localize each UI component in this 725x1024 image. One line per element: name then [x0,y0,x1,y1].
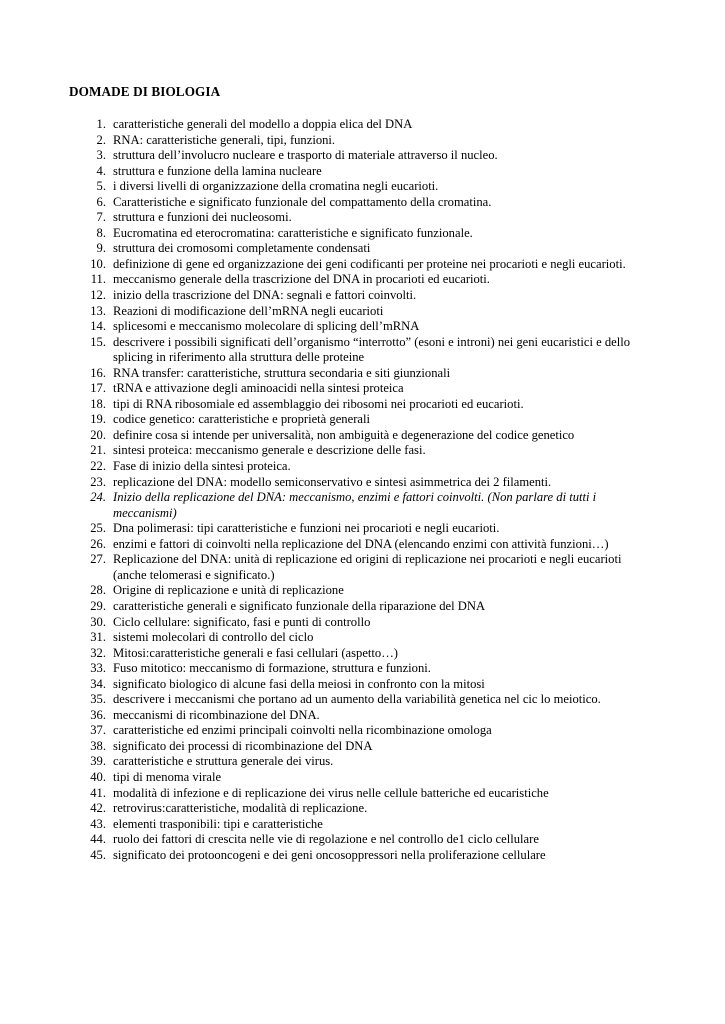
list-item-text: Mitosi:caratteristiche generali e fasi cellulari (aspetto…) [113,645,398,660]
list-item-text: Ciclo cellulare: significato, fasi e punti di controllo [113,614,371,629]
list-item-text: sistemi molecolari di controllo del ciclo [113,630,314,645]
list-item-number: 40. [90,769,106,784]
list-item-text: Replicazione del DNA: unità di replicazione ed origini di replicazione nei procarioti e negli eucarioti (anche telomerasi e significato.) [113,552,622,582]
list-item-number: 24. [90,490,106,505]
list-item-number: 9. [96,241,106,256]
list-item-text: sintesi proteica: meccanismo generale e descrizione delle fasi. [113,443,426,458]
list-item-text: caratteristiche ed enzimi principali coinvolti nella ricombinazione omologa [113,723,492,738]
list-item [0,817,658,833]
list-item-text: struttura e funzioni dei nucleosomi. [113,210,292,225]
list-item-text: meccanismo generale della trascrizione del DNA in procarioti ed eucarioti. [113,272,490,287]
list-item [0,226,658,242]
list-item-number: 41. [90,785,106,800]
list-item-number: 38. [90,738,106,753]
list-item-number: 12. [90,288,106,303]
list-item-text: Fase di inizio della sintesi proteica. [113,459,291,474]
list-item-text: caratteristiche generali del modello a doppia elica del DNA [113,117,413,131]
list-item [0,319,658,335]
list-item [0,257,658,273]
list-item [0,304,658,320]
list-item [0,490,658,521]
list-item-text: inizio della trascrizione del DNA: segnali e fattori coinvolti. [113,288,417,303]
list-item-text: struttura dei cromosomi completamente condensati [113,241,371,256]
list-item-text: codice genetico: caratteristiche e proprietà generali [113,412,370,427]
list-item [0,786,658,802]
list-item [0,366,658,382]
list-item-number: 35. [90,692,106,707]
list-item-text: tipi di menoma virale [113,769,222,784]
list-item-text: meccanismi di ricombinazione del DNA. [113,707,320,722]
list-item [0,677,658,693]
list-item [0,723,658,739]
list-item [0,117,658,133]
list-item-text: descrivere i meccanismi che portano ad un aumento della variabilità genetica nel cic lo meiotico. [113,692,601,707]
list-item-number: 19. [90,412,106,427]
list-item-text: definizione di gene ed organizzazione dei geni codificanti per proteine nei procarioti e negli eucarioti. [113,256,626,271]
list-item [0,537,658,553]
list-item-text: significato biologico di alcune fasi della meiosi in confronto con la mitosi [113,676,485,691]
list-item [0,630,658,646]
list-item-text: elementi trasponibili: tipi e caratteristiche [113,816,323,831]
list-item-text: RNA: caratteristiche generali, tipi, funzioni. [113,132,336,147]
list-item [0,770,658,786]
list-item-text: Caratteristiche e significato funzionale del compattamento della cromatina. [113,194,492,209]
list-item-number: 34. [90,676,106,691]
list-item-text: significato dei protooncogeni e dei geni oncosoppressori nella proliferazione cellulare [113,847,546,862]
list-item-number: 15. [90,334,106,349]
list-item-number: 23. [90,474,106,489]
list-item-number: 2. [96,132,106,147]
list-item [0,272,658,288]
list-item-text: descrivere i possibili significati dell’organismo “interrotto” (esoni e introni) nei geni eucaristici e dello splicing in riferimento alla struttura delle proteine [113,334,631,365]
list-item-number: 31. [90,630,106,645]
list-item [0,195,658,211]
list-item-text: tipi di RNA ribosomiale ed assemblaggio dei ribosomi nei procarioti ed eucarioti. [113,396,524,411]
list-item [0,739,658,755]
list-item [0,210,658,226]
list-item-text: retrovirus:caratteristiche, modalità di replicazione. [113,801,368,816]
list-item-number: 5. [96,179,106,194]
list-item [0,397,658,413]
question-list [0,117,725,863]
list-item-number: 10. [90,256,106,271]
list-item-text: RNA transfer: caratteristiche, struttura secondaria e siti giunzionali [113,365,451,380]
list-item [0,412,658,428]
list-item-number: 3. [96,148,106,163]
list-item-number: 28. [90,583,106,598]
list-item [0,475,658,491]
list-item-text: i diversi livelli di organizzazione della cromatina negli eucarioti. [113,179,439,194]
list-item-number: 33. [90,661,106,676]
list-item-number: 30. [90,614,106,629]
list-item-text: Reazioni di modificazione dell’mRNA negli eucarioti [113,303,384,318]
list-item-number: 16. [90,365,106,380]
list-item-number: 20. [90,427,106,442]
list-item [0,615,658,631]
list-item-number: 26. [90,536,106,551]
list-item [0,428,658,444]
list-item-number: 44. [90,832,106,847]
list-item-number: 11. [90,272,106,287]
list-item-number: 7. [96,210,106,225]
list-item [0,133,658,149]
list-item-number: 42. [90,801,106,816]
list-item-text: Dna polimerasi: tipi caratteristiche e funzioni nei procarioti e negli eucarioti. [113,521,500,536]
list-item [0,599,658,615]
list-item-number: 45. [90,847,106,862]
list-item [0,241,658,257]
list-item [0,521,658,537]
list-item-text: splicesomi e meccanismo molecolare di splicing dell’mRNA [113,319,420,334]
list-item-text: tRNA e attivazione degli aminoacidi nella sintesi proteica [113,381,404,396]
list-item-text: caratteristiche generali e significato funzionale della riparazione del DNA [113,598,486,613]
list-item-text: caratteristiche e struttura generale dei virus. [113,754,334,769]
document-title: DOMADE DI BIOLOGIA [69,84,221,99]
list-item-number: 39. [90,754,106,769]
list-item-number: 25. [90,521,106,536]
list-item-number: 21. [90,443,106,458]
list-item-number: 13. [90,303,106,318]
list-item [0,443,658,459]
list-item [0,179,658,195]
list-item [0,381,658,397]
list-item-number: 37. [90,723,106,738]
list-item-number: 27. [90,552,106,567]
list-item-text: struttura dell’involucro nucleare e trasporto di materiale attraverso il nucleo. [113,148,498,163]
list-item-text: definire cosa si intende per universalità, non ambiguità e degenerazione del codice genetico [113,427,575,442]
list-item-text: Origine di replicazione e unità di replicazione [113,583,344,598]
list-item-number: 4. [96,163,106,178]
list-item-text: replicazione del DNA: modello semiconservativo e sintesi asimmetrica dei 2 filamenti. [113,474,552,489]
list-item-text: struttura e funzione della lamina nucleare [113,163,322,178]
list-item-number: 17. [90,381,106,396]
list-item-text: Inizio della replicazione del DNA: meccanismo, enzimi e fattori coinvolti. [113,490,485,505]
list-item [0,552,658,583]
list-item [0,646,658,662]
list-item-text: Eucromatina ed eterocromatina: caratteristiche e significato funzionale. [113,225,473,240]
list-item-text: significato dei processi di ricombinazione del DNA [113,738,373,753]
list-item-text: enzimi e fattori di coinvolti nella replicazione del DNA (elencando enzimi con attività funzioni…) [113,536,609,551]
list-item [0,708,658,724]
list-item-number: 29. [90,598,106,613]
list-item [0,459,658,475]
list-item-number: 36. [90,707,106,722]
list-item-number: 32. [90,645,106,660]
list-item [0,583,658,599]
list-item-text: ruolo dei fattori di crescita nelle vie di regolazione e nel controllo de1 ciclo cellulare [113,832,539,847]
list-item [0,754,658,770]
list-item [0,335,658,366]
list-item [0,801,658,817]
list-item [0,848,658,864]
list-item [0,288,658,304]
list-item-number: 6. [96,194,106,209]
list-item-note: (Non parlare di tutti i meccanismi) [113,490,597,520]
list-item [0,164,658,180]
list-item-number: 43. [90,816,106,831]
list-item-number: 22. [90,459,106,474]
list-item-number: 18. [90,396,106,411]
list-item-text: modalità di infezione e di replicazione dei virus nelle cellule batteriche ed eucaristiche [113,785,549,800]
list-item [0,832,658,848]
list-item [0,148,658,164]
list-item [0,661,658,677]
list-item-number: 14. [90,319,106,334]
list-item-number: 8. [96,225,106,240]
list-item [0,692,658,708]
list-item-text: Fuso mitotico: meccanismo di formazione, struttura e funzioni. [113,661,431,676]
list-item-number: 1. [96,117,106,131]
